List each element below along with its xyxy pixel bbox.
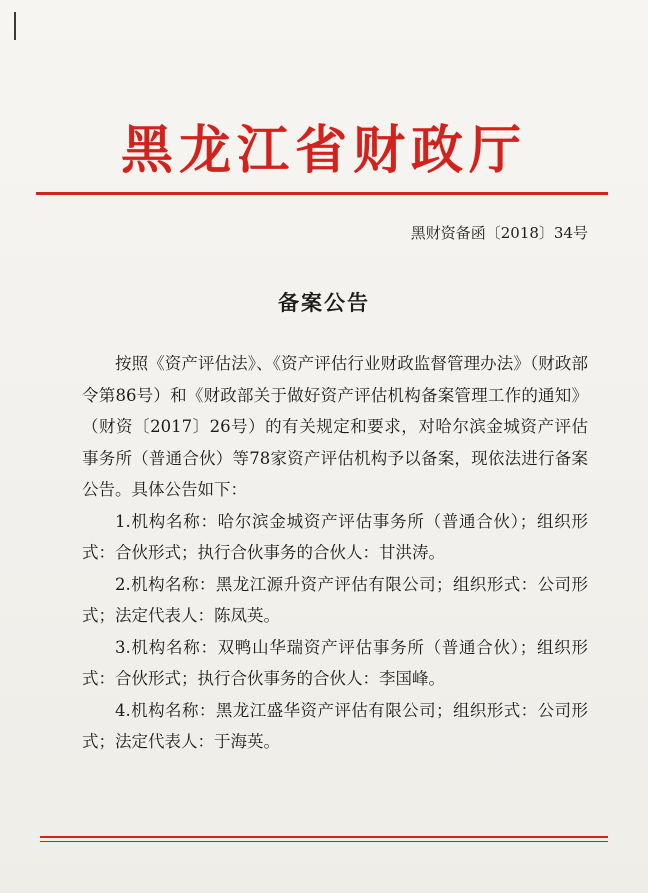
scan-edge-mark [14, 12, 16, 40]
notice-item-4: 4.机构名称：黑龙江盛华资产评估有限公司；组织形式：公司形式；法定代表人：于海英。 [82, 700, 588, 751]
notice-item-2: 2.机构名称：黑龙江源升资产评估有限公司；组织形式：公司形式；法定代表人：陈凤英。 [82, 574, 588, 625]
notice-item-1: 1.机构名称：哈尔滨金城资产评估事务所（普通合伙）；组织形式：合伙形式；执行合伙事务的合伙人：甘洪涛。 [82, 511, 588, 562]
notice-body [82, 348, 588, 758]
notice-item-3: 3.机构名称：双鸭山华瑞资产评估事务所（普通合伙）；组织形式：合伙形式；执行合伙事务的合伙人：李国峰。 [82, 637, 588, 688]
notice-title: 备案公告 [278, 290, 370, 315]
footer-red-rule [40, 836, 608, 838]
document-number: 黑财资备函〔2018〕34号 [410, 224, 588, 242]
notice-intro-paragraph: 按照《资产评估法》、《资产评估行业财政监督管理办法》（财政部令第86号）和《财政部关于做好资产评估机构备案管理工作的通知》（财资〔2017〕26号）的有关规定和要求，对哈尔滨金城资产评估事务所（普通合伙）等78家资产评估机构予以备案，现依法进行备案公告。具体公告如下： [82, 354, 588, 499]
letterhead-red-rule [36, 192, 608, 195]
footer-red-rule-thin [40, 841, 608, 842]
agency-letterhead: 黑龙江省财政厅 [120, 120, 527, 181]
